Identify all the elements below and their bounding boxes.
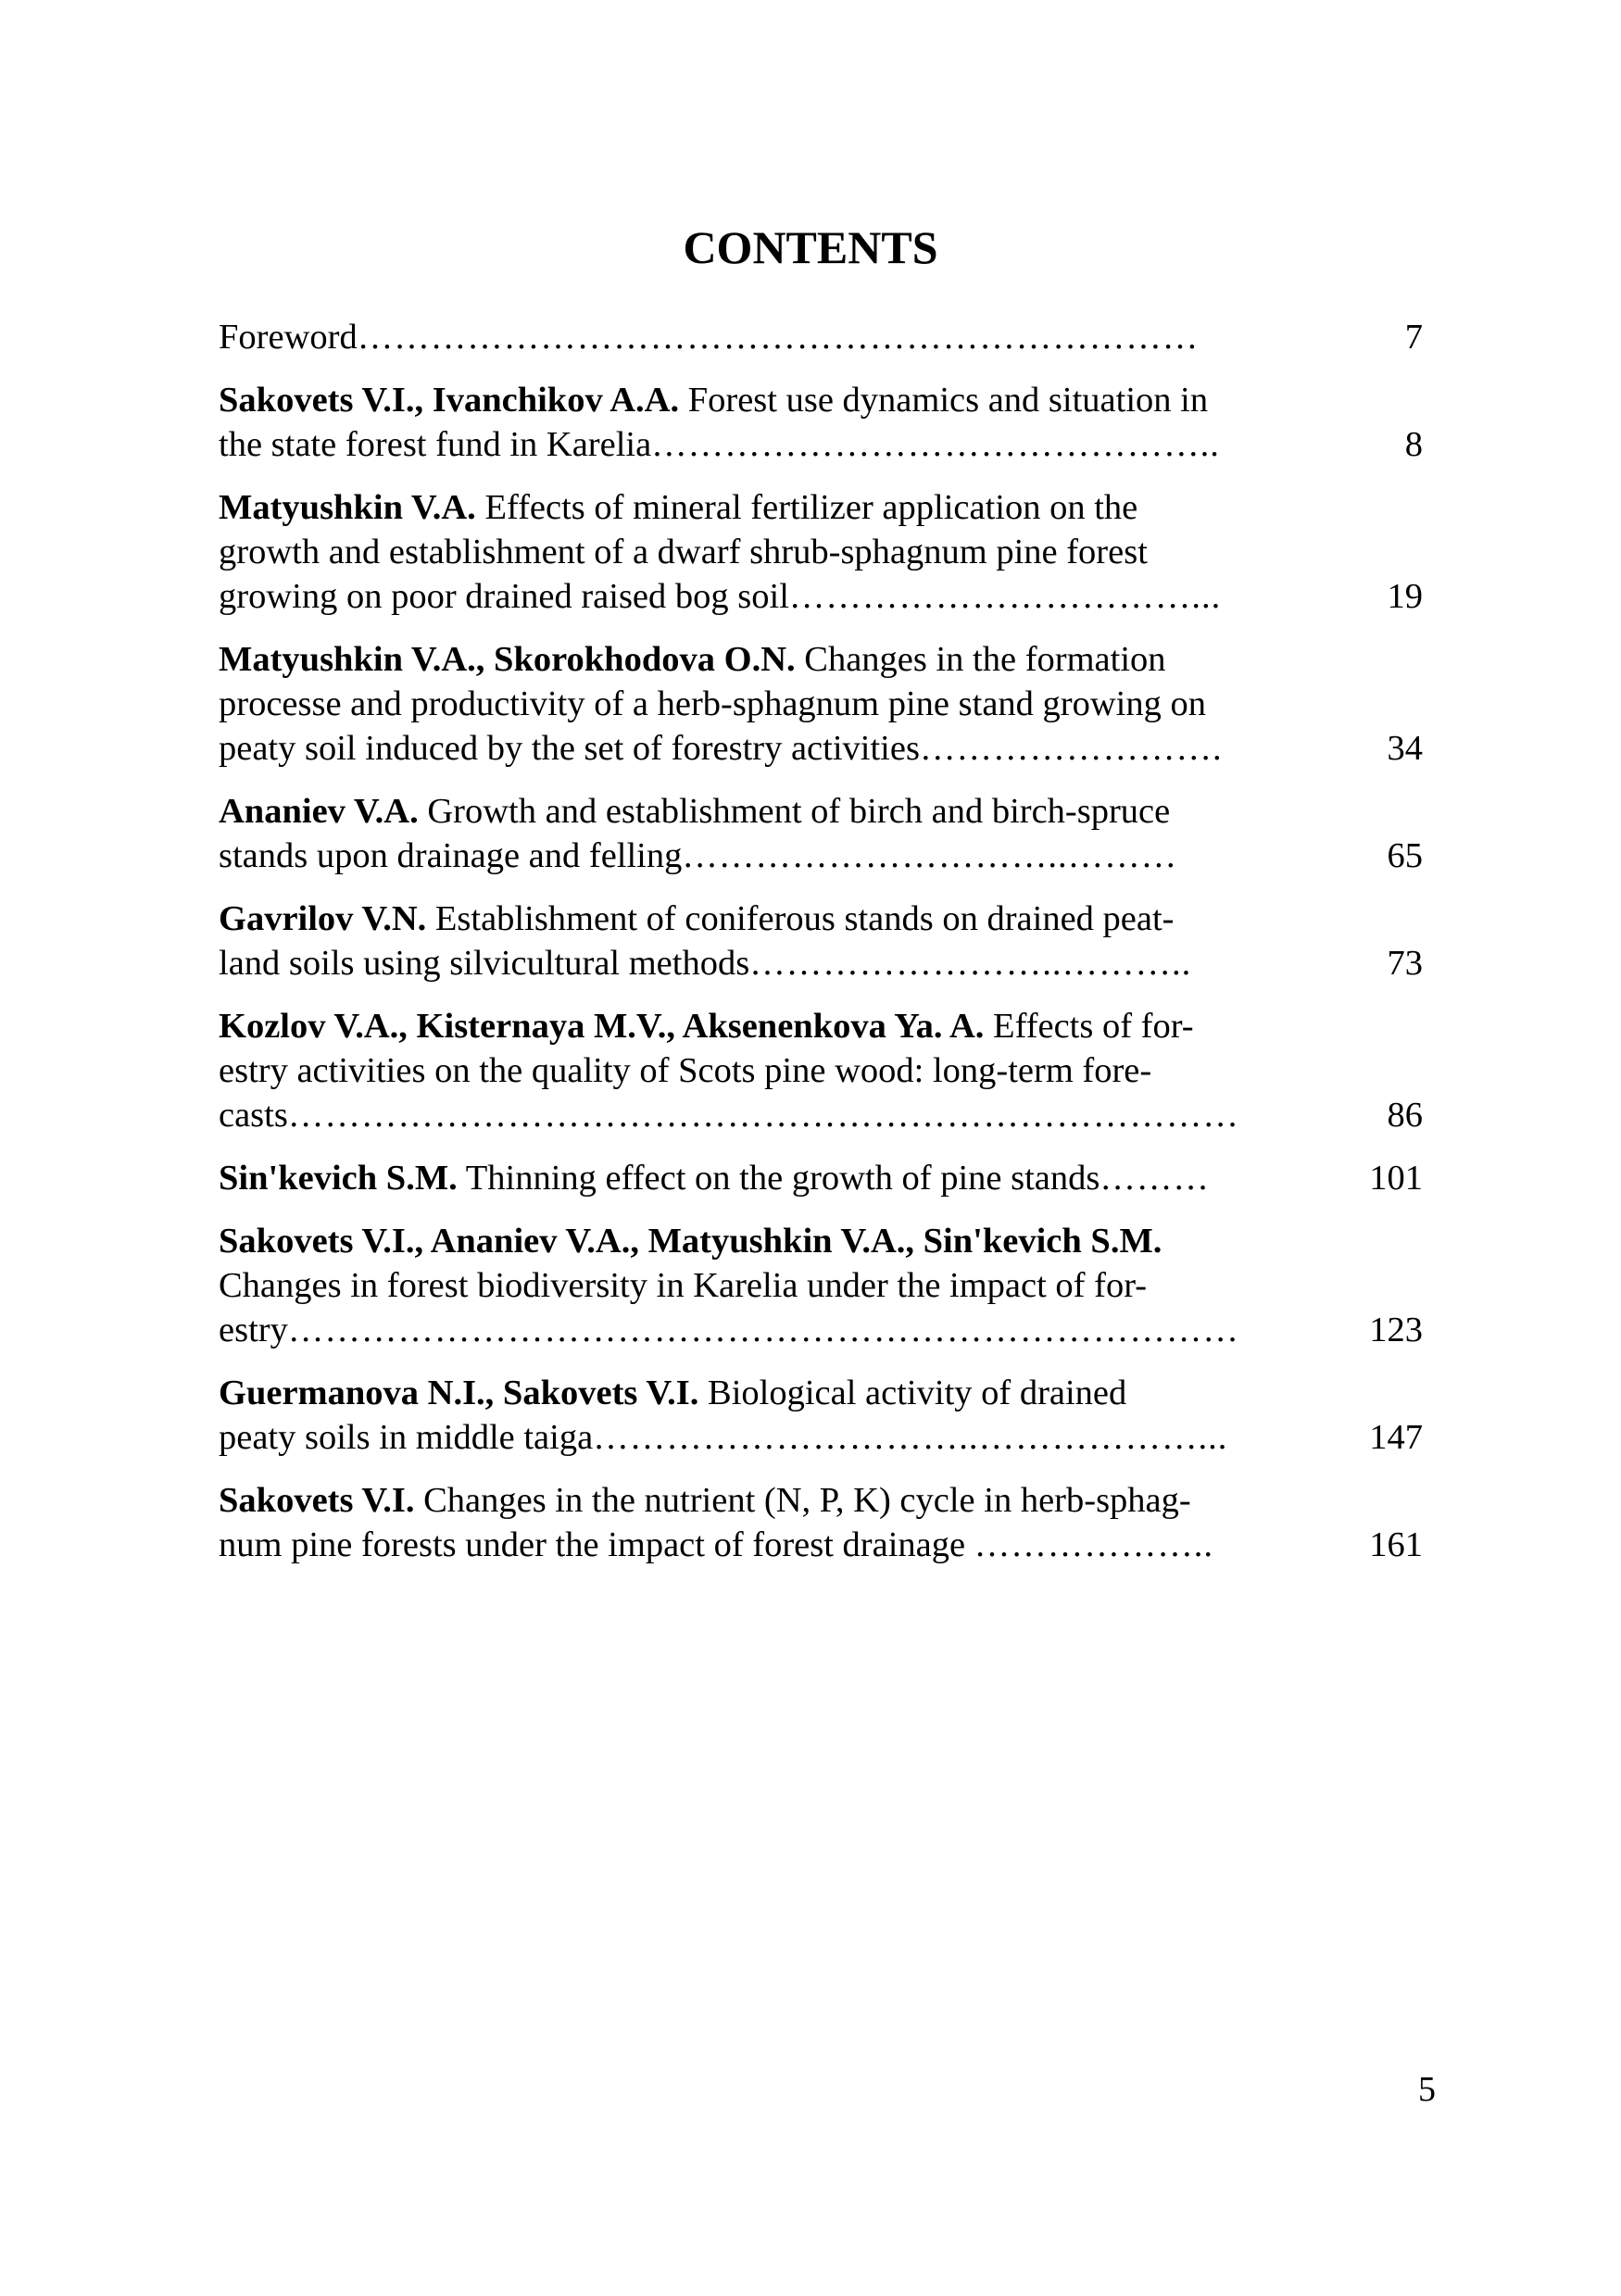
toc-entry-line: [219, 834, 1312, 878]
page-title: CONTENTS: [683, 221, 938, 273]
toc-entry-author: Sakovets V.I., Ivanchikov A.A.: [219, 381, 680, 420]
toc-dot-leader: …………………………..………………...: [593, 1418, 1228, 1457]
toc-entry-line: [219, 1048, 1312, 1093]
toc-entry-line: [219, 1093, 1312, 1137]
toc-entry-title: estry activities on the quality of Scots pine wood: long-term fore-: [219, 1051, 1152, 1090]
toc-entry-title: the state forest fund in Karelia: [219, 425, 652, 464]
toc-entry-line: [219, 378, 1312, 422]
toc-entry: [219, 789, 1423, 878]
toc-entry-line: [219, 1156, 1312, 1200]
toc-page-number: 101: [1369, 1159, 1423, 1198]
toc-page-number: 73: [1387, 944, 1423, 983]
toc-entry-line: [219, 1371, 1312, 1415]
toc-entry-title: growing on poor drained raised bog soil: [219, 577, 789, 616]
toc-entry-line: [219, 1263, 1312, 1308]
toc-entry-line: [219, 530, 1312, 574]
toc-entry-line: [219, 315, 1312, 359]
toc-entry-line: [219, 789, 1312, 834]
toc-entry-title: Thinning effect on the growth of pine stands: [457, 1159, 1100, 1198]
toc-entry-title: Changes in the nutrient (N, P, K) cycle in herb-sphag-: [414, 1481, 1191, 1520]
toc-entry-line: [219, 682, 1312, 726]
toc-entry: [219, 1371, 1423, 1460]
toc-entry-text: [219, 897, 1312, 985]
toc-page-number: 65: [1387, 836, 1423, 875]
toc-entry-author: Kozlov V.A., Kisternaya M.V., Aksenenkova Ya. A.: [219, 1007, 985, 1046]
toc-entry-title: Changes in the formation: [795, 640, 1166, 679]
toc-dot-leader: ………: [1100, 1159, 1210, 1198]
toc-page-number: 123: [1369, 1311, 1423, 1349]
table-of-contents: [219, 315, 1423, 1586]
toc-entry-line: [219, 1478, 1312, 1523]
toc-entry-line: [219, 574, 1312, 619]
toc-page-number: 8: [1404, 425, 1423, 464]
toc-entry-author: Guermanova N.I., Sakovets V.I.: [219, 1374, 699, 1412]
toc-entry-text: [219, 1156, 1312, 1200]
toc-entry-line: [219, 897, 1312, 941]
page-number: 5: [1418, 2070, 1436, 2109]
toc-entry-line: [219, 941, 1312, 985]
toc-page-number: 86: [1387, 1096, 1423, 1135]
toc-entry-title: Forest use dynamics and situation in: [679, 381, 1209, 420]
toc-entry-title: Changes in forest biodiversity in Karelia under the impact of for-: [219, 1266, 1148, 1305]
toc-entry-author: Matyushkin V.A.: [219, 488, 476, 527]
toc-entry-title: Effects of mineral fertilizer application on the: [475, 488, 1138, 527]
toc-entry: [219, 1004, 1423, 1137]
toc-page-number: 161: [1369, 1525, 1423, 1564]
toc-dot-leader: ……………………………………………………………………: [287, 1096, 1239, 1135]
toc-entry: [219, 485, 1423, 619]
toc-entry: [219, 378, 1423, 467]
toc-entry-author: Sakovets V.I., Ananiev V.A., Matyushkin V.A., Sin'kevich S.M.: [219, 1222, 1162, 1261]
toc-entry-text: [219, 1004, 1312, 1137]
toc-entry-text: [219, 789, 1312, 878]
toc-entry-author: Sakovets V.I.: [219, 1481, 415, 1520]
toc-entry-line: [219, 1004, 1312, 1048]
toc-entry-author: Sin'kevich S.M.: [219, 1159, 458, 1198]
toc-entry: [219, 1219, 1423, 1352]
toc-dot-leader: ……………………………...: [788, 577, 1222, 616]
toc-entry-line: [219, 637, 1312, 682]
toc-entry-text: [219, 315, 1312, 359]
toc-page-number: 34: [1387, 729, 1423, 768]
toc-entry-text: [219, 1371, 1312, 1460]
toc-entry: [219, 637, 1423, 771]
toc-entry-author: Ananiev V.A.: [219, 792, 419, 831]
toc-entry-title: stands upon drainage and felling: [219, 836, 683, 875]
toc-entry: [219, 1156, 1423, 1200]
toc-entry-title: Growth and establishment of birch and birch-spruce: [418, 792, 1171, 831]
toc-page-number: 7: [1404, 318, 1423, 357]
toc-page-number: 147: [1369, 1418, 1423, 1457]
toc-entry: [219, 1478, 1423, 1567]
toc-entry-text: [219, 378, 1312, 467]
toc-entry-line: [219, 1523, 1312, 1567]
toc-dot-leader: ………………..: [974, 1525, 1213, 1564]
toc-entry-line: [219, 1308, 1312, 1352]
toc-entry-title: num pine forests under the impact of forest drainage: [219, 1525, 974, 1564]
toc-entry-title: Biological activity of drained: [698, 1374, 1127, 1412]
toc-entry-text: [219, 637, 1312, 771]
toc-entry-title: land soils using silvicultural methods: [219, 944, 750, 983]
toc-entry-title: casts: [219, 1096, 288, 1135]
toc-entry-line: [219, 1415, 1312, 1460]
toc-dot-leader: ……………………………………………………………: [357, 318, 1200, 357]
toc-entry-text: [219, 1478, 1312, 1567]
toc-entry-line: [219, 485, 1312, 530]
toc-dot-leader: ……………………..………..: [749, 944, 1192, 983]
toc-entry-title: growth and establishment of a dwarf shrub-sphagnum pine forest: [219, 533, 1148, 571]
toc-dot-leader: ……………………………………………………………………: [287, 1311, 1239, 1349]
toc-entry-line: [219, 422, 1312, 467]
toc-entry-title: peaty soils in middle taiga: [219, 1418, 594, 1457]
toc-dot-leader: …………………….: [919, 729, 1223, 768]
toc-entry-title: Foreword: [219, 318, 358, 357]
toc-entry-text: [219, 1219, 1312, 1352]
toc-entry-title: peaty soil induced by the set of forestry activities: [219, 729, 920, 768]
toc-entry-title: estry: [219, 1311, 288, 1349]
toc-dot-leader: ………………………………………..: [651, 425, 1220, 464]
toc-entry-title: processe and productivity of a herb-sphagnum pine stand growing on: [219, 684, 1206, 723]
toc-entry-author: Matyushkin V.A., Skorokhodova O.N.: [219, 640, 796, 679]
toc-entry-author: Gavrilov V.N.: [219, 899, 427, 938]
toc-entry-line: [219, 726, 1312, 771]
toc-entry-title: Establishment of coniferous stands on drained peat-: [426, 899, 1175, 938]
toc-page-number: 19: [1387, 577, 1423, 616]
toc-dot-leader: …………………………..………: [682, 836, 1178, 875]
toc-entry-line: [219, 1219, 1312, 1263]
toc-entry: [219, 897, 1423, 985]
toc-entry-title: Effects of for-: [984, 1007, 1194, 1046]
toc-entry: [219, 315, 1423, 359]
toc-entry-text: [219, 485, 1312, 619]
